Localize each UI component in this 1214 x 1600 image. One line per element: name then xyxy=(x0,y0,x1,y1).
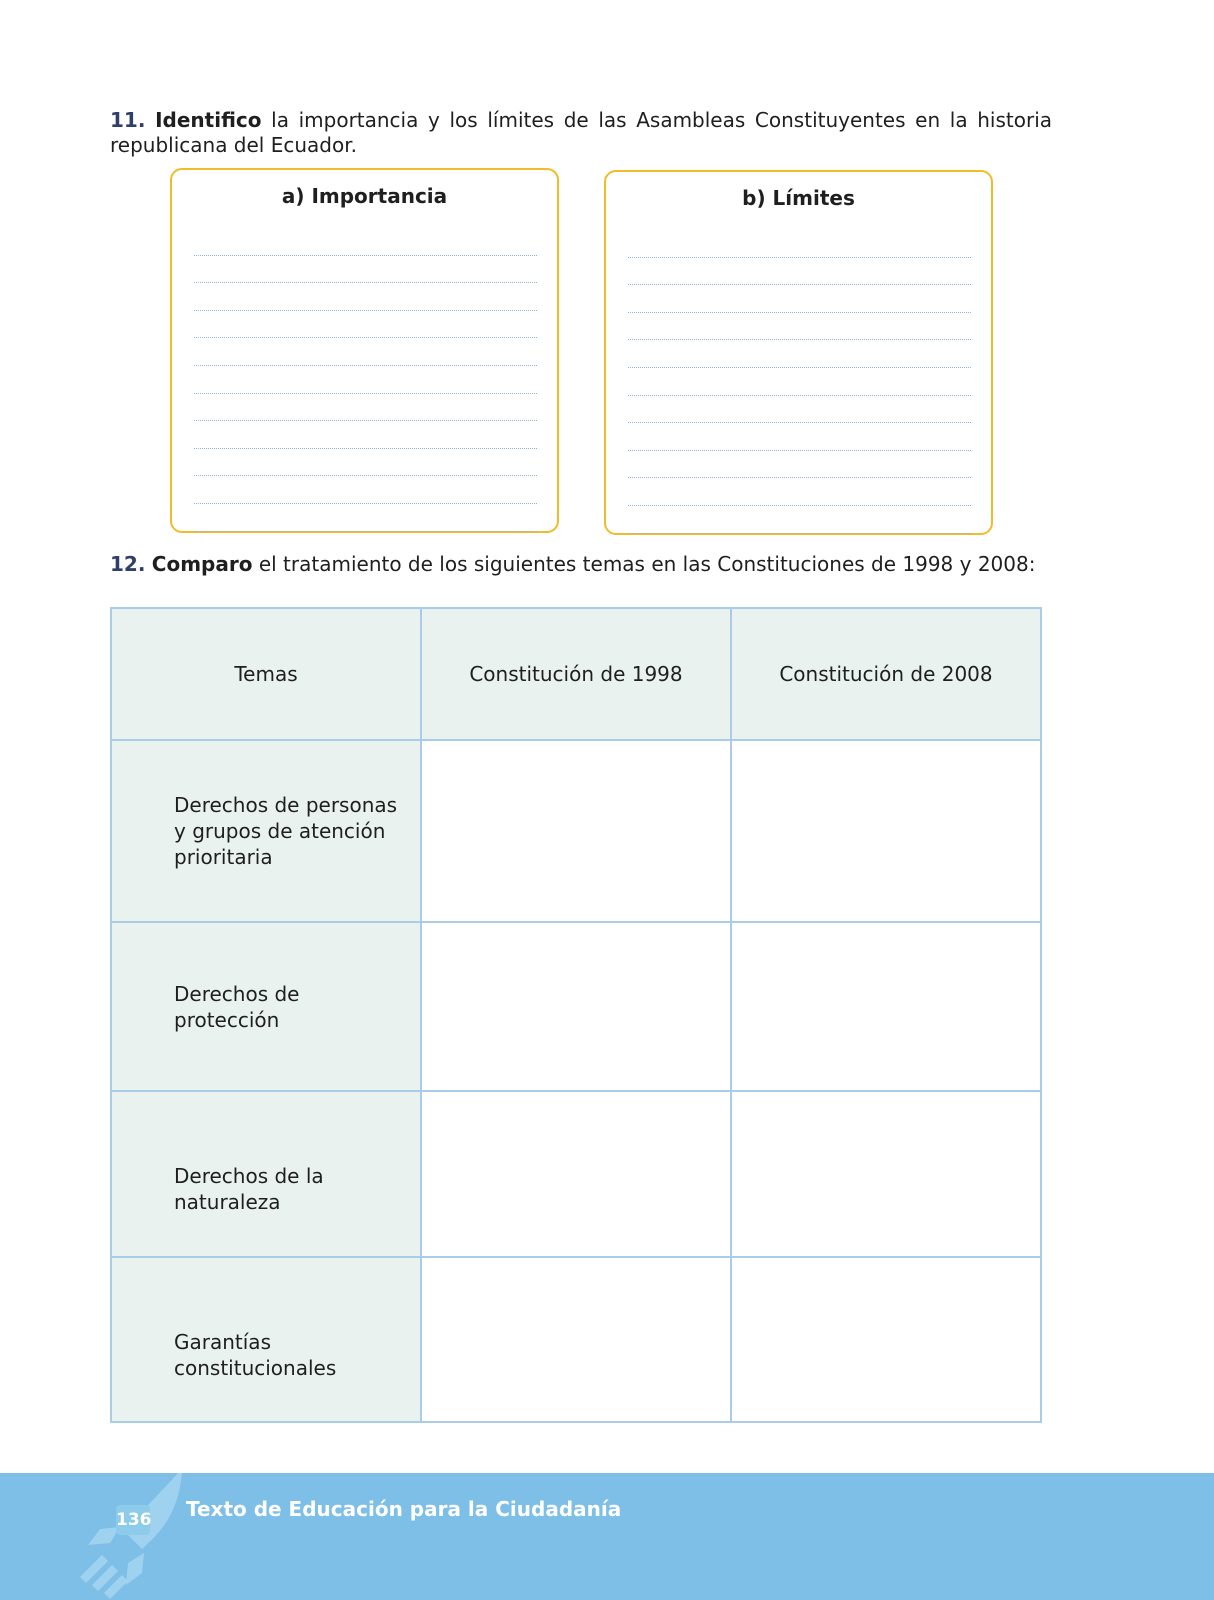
answer-cell-1998[interactable] xyxy=(421,922,731,1091)
row-topic xyxy=(111,922,421,1091)
answer-cell-2008[interactable] xyxy=(731,1257,1041,1422)
question-11-text: la importancia y los límites de las Asambleas Constituyentes en la historia republicana del Ecuador. xyxy=(110,108,1053,157)
writing-line[interactable] xyxy=(628,313,971,341)
writing-line[interactable] xyxy=(194,338,537,366)
writing-line[interactable] xyxy=(194,449,537,477)
header-constitution-1998: Constitución de 1998 xyxy=(421,608,731,740)
writing-line[interactable] xyxy=(628,230,971,258)
importance-box-title: a) Importancia xyxy=(281,184,448,208)
table-row xyxy=(111,740,1041,922)
question-12-number: 12. xyxy=(110,552,146,576)
writing-line[interactable] xyxy=(628,478,971,506)
row-topic-label: Derechos de personas y grupos de atención prioritaria xyxy=(174,793,398,869)
limits-answer-box[interactable] xyxy=(604,170,993,535)
writing-line[interactable] xyxy=(628,368,971,396)
header-temas: Temas xyxy=(111,608,421,740)
answer-cell-1998[interactable] xyxy=(421,1091,731,1257)
row-topic-label: Garantías constitucionales xyxy=(174,1329,337,1380)
writing-line[interactable] xyxy=(194,394,537,422)
writing-line[interactable] xyxy=(628,340,971,368)
rocket-icon xyxy=(50,1473,190,1600)
writing-line[interactable] xyxy=(194,256,537,284)
question-11-verb: Identifico xyxy=(155,108,262,132)
question-12 xyxy=(110,552,1110,577)
answer-cell-1998[interactable] xyxy=(421,1257,731,1422)
writing-line[interactable] xyxy=(194,476,537,504)
question-12-text: el tratamiento de los siguientes temas en las Constituciones de 1998 y 2008: xyxy=(252,552,1036,576)
importance-answer-box[interactable] xyxy=(170,168,559,533)
row-topic xyxy=(111,1257,421,1422)
header-constitution-2008: Constitución de 2008 xyxy=(731,608,1041,740)
page-footer xyxy=(0,1473,1214,1600)
importance-writing-lines[interactable] xyxy=(194,228,537,532)
writing-line[interactable] xyxy=(194,421,537,449)
row-topic xyxy=(111,740,421,922)
question-11-number: 11. xyxy=(110,108,146,132)
table-row xyxy=(111,1091,1041,1257)
question-11 xyxy=(110,108,1052,158)
table-header-row xyxy=(111,608,1041,740)
row-topic-label: Derechos de la naturaleza xyxy=(174,1164,324,1214)
writing-line[interactable] xyxy=(628,285,971,313)
writing-line[interactable] xyxy=(194,504,537,532)
page-number: 136 xyxy=(116,1505,150,1535)
comparison-table xyxy=(110,607,1042,1423)
writing-line[interactable] xyxy=(194,283,537,311)
row-topic-label: Derechos de protección xyxy=(174,981,300,1032)
row-topic xyxy=(111,1091,421,1257)
limits-writing-lines[interactable] xyxy=(628,230,971,534)
answer-cell-1998[interactable] xyxy=(421,740,731,922)
writing-line[interactable] xyxy=(628,423,971,451)
writing-line[interactable] xyxy=(194,311,537,339)
writing-line[interactable] xyxy=(194,228,537,256)
book-title: Texto de Educación para la Ciudadanía xyxy=(186,1497,622,1521)
limits-box-title: b) Límites xyxy=(742,186,855,210)
answer-cell-2008[interactable] xyxy=(731,1091,1041,1257)
table-row xyxy=(111,922,1041,1091)
writing-line[interactable] xyxy=(628,258,971,286)
writing-line[interactable] xyxy=(628,451,971,479)
question-12-verb: Comparo xyxy=(151,552,253,576)
answer-cell-2008[interactable] xyxy=(731,740,1041,922)
writing-line[interactable] xyxy=(628,396,971,424)
writing-line[interactable] xyxy=(194,366,537,394)
answer-cell-2008[interactable] xyxy=(731,922,1041,1091)
writing-line[interactable] xyxy=(628,506,971,534)
table-row xyxy=(111,1257,1041,1422)
